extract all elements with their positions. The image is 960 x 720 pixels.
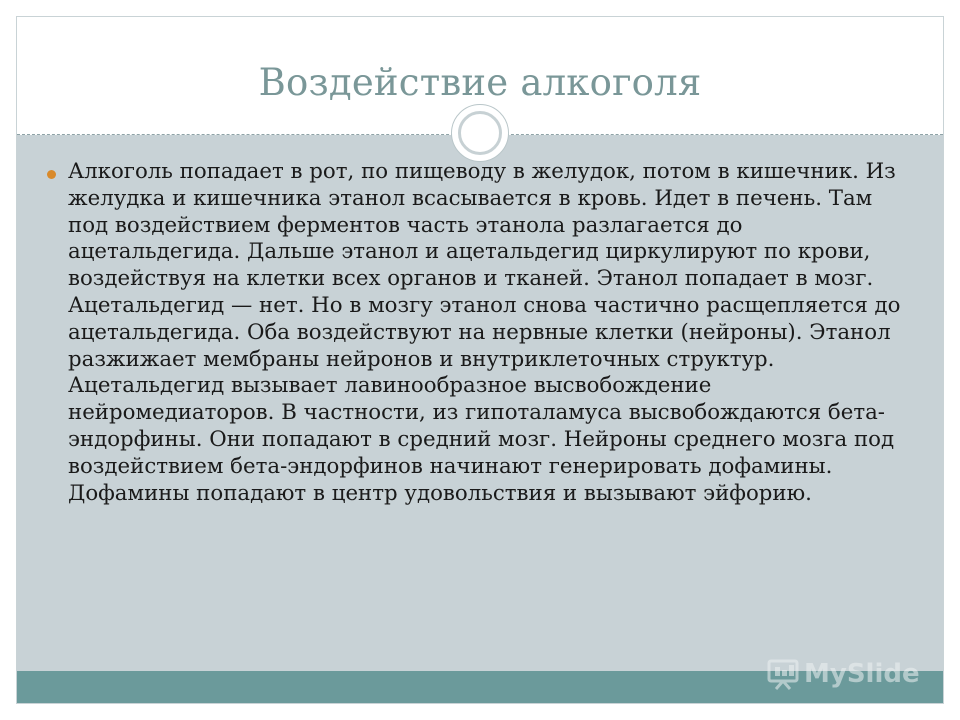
watermark-text: MySlide <box>804 659 920 689</box>
slide-title: Воздействие алкоголя <box>258 61 702 104</box>
circle-ornament-icon <box>451 104 509 162</box>
bullet-icon <box>47 170 56 179</box>
slide-body-text: Алкоголь попадает в рот, по пищеводу в желудок, потом в кишечник. Из желудка и кишечника этанол всасывается в кровь. Идет в печень. Там под воздействием ферментов часть этанола разлагается до ацетальдегида. Дальше этанол и ацетальдегид циркулируют по крови, воздействуя на клетки всех органов и тканей. Этанол попадает в мозг. Ацетальдегид — нет. Но в мозгу этанол снова частично расщепляется до ацетальдегида. Оба воздействуют на нервные клетки (нейроны). Этанол разжижает мембраны нейронов и внутриклеточных структур. Ацетальдегид вызывает лавинообразное высвобождение нейромедиаторов. В частности, из гипоталамуса высвобождаются бета-эндорфины. Они попадают в средний мозг. Нейроны среднего мозга под воздействием бета-эндорфинов начинают генерировать дофамины. Дофамины попадают в центр удовольствия и вызывают эйфорию. <box>68 159 901 506</box>
watermark-logo <box>766 655 920 693</box>
presentation-board-icon <box>766 657 800 691</box>
circle-ornament-ring <box>458 111 502 155</box>
